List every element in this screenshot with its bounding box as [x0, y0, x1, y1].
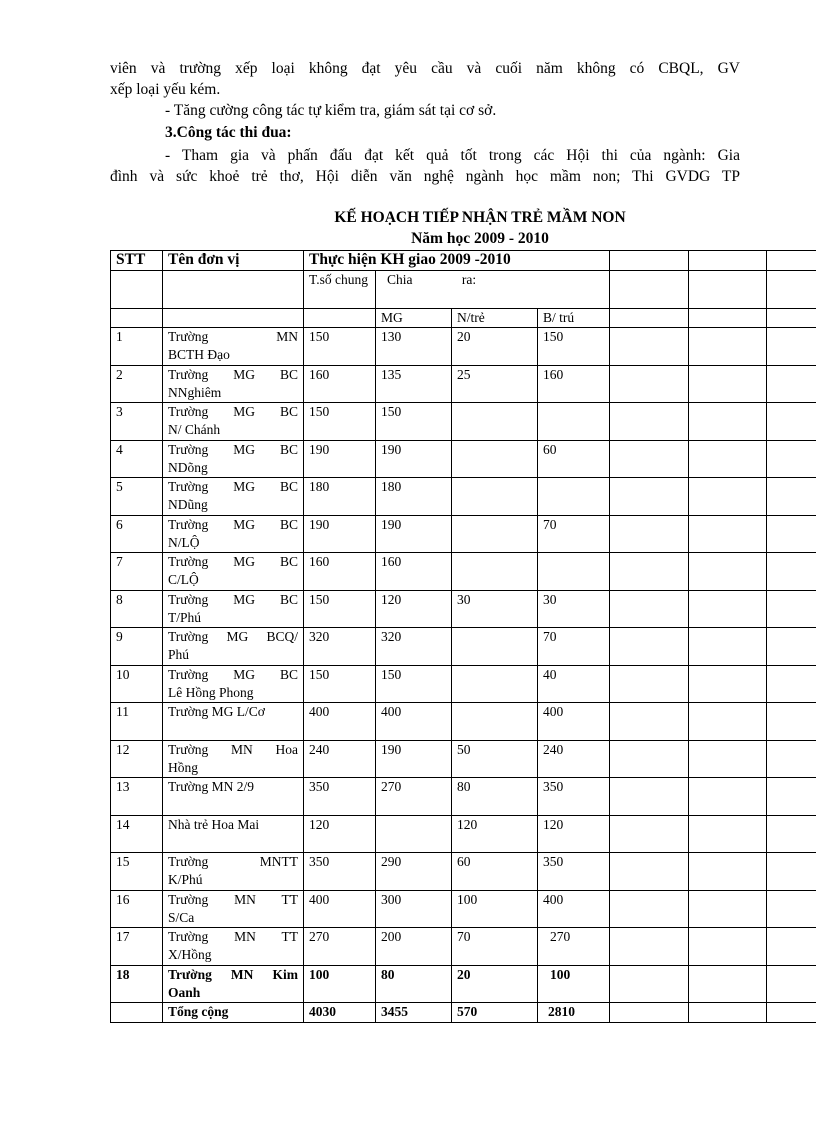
empty-cell: [689, 403, 767, 441]
cell-unit-name: [163, 515, 304, 553]
empty-cell: [610, 703, 689, 741]
table-row: [111, 553, 816, 591]
table-row: [111, 365, 816, 403]
cell-stt: 7: [111, 553, 163, 591]
empty-cell: [689, 440, 767, 478]
cell-unit-name: [163, 778, 304, 816]
table-total-row: [111, 1003, 816, 1023]
empty-cell: [767, 853, 816, 891]
cell-ntre: [452, 553, 538, 591]
unit-name-line-1: Nhà trẻ Hoa Mai: [168, 816, 260, 832]
cell-unit-name: [163, 628, 304, 666]
unit-name-line-1: Trường MG L/Cơ: [168, 704, 265, 719]
cell-btru: 70: [538, 515, 610, 553]
empty-cell: [610, 271, 689, 309]
header-plan: Thực hiện KH giao 2009 -2010: [304, 251, 610, 271]
empty-cell: [689, 251, 767, 271]
admission-plan-table: [110, 250, 816, 1023]
unit-name-line-1: Trường MG BC: [168, 554, 298, 569]
empty-cell: [610, 365, 689, 403]
cell-unit-name: [163, 365, 304, 403]
cell-ntre: [452, 665, 538, 703]
empty-cell: [304, 309, 376, 328]
empty-cell: [767, 815, 816, 853]
cell-unit-name: [163, 590, 304, 628]
unit-name-line-2: N/LỘ: [168, 534, 200, 550]
unit-name-line-1: Trường MG BC: [168, 516, 298, 532]
cell-mg: 135: [376, 365, 452, 403]
cell-unit-name: [163, 328, 304, 366]
header-btru: B/ trú: [538, 309, 610, 328]
empty-cell: [689, 328, 767, 366]
empty-cell: [689, 890, 767, 928]
empty-cell: [610, 665, 689, 703]
cell-total: 350: [304, 853, 376, 891]
cell-btru: 40: [538, 665, 610, 703]
cell-ntre: [452, 478, 538, 516]
empty-cell: [610, 478, 689, 516]
cell-mg: 190: [376, 740, 452, 778]
paragraph-line: đình và sức khoẻ trẻ thơ, Hội diễn văn nghệ ngành học mầm non; Thi GVDG TP: [110, 168, 740, 185]
table-row: [111, 703, 816, 741]
unit-name-line-1: Trường MG BC: [168, 366, 298, 382]
empty-cell: [610, 965, 689, 1003]
cell-ntre: 30: [452, 590, 538, 628]
cell-stt: 18: [111, 965, 163, 1003]
cell-stt: 9: [111, 628, 163, 666]
cell-ntre: [452, 628, 538, 666]
empty-cell: [610, 309, 689, 328]
table-subtitle: Năm học 2009 - 2010: [411, 230, 549, 247]
unit-name-line-1: Trường MG BC: [168, 479, 298, 494]
unit-name-line-2: N/ Chánh: [168, 422, 221, 437]
unit-name-line-2: NNghiêm: [168, 384, 222, 400]
table-row: [111, 515, 816, 553]
empty-cell: [689, 1003, 767, 1023]
empty-cell: [767, 478, 816, 516]
empty-cell: [767, 890, 816, 928]
header-split-b: ra:: [461, 272, 477, 287]
empty-cell: [689, 815, 767, 853]
paragraph-line: viên và trường xếp loại không đạt yêu cầu và cuối năm không có CBQL, GV: [110, 60, 740, 77]
cell-mg: 320: [376, 628, 452, 666]
cell-total: 240: [304, 740, 376, 778]
cell-btru: 150: [538, 328, 610, 366]
cell-stt: 1: [111, 328, 163, 366]
cell-mg: 270: [376, 778, 452, 816]
total-label: Tổng cộng: [163, 1003, 304, 1023]
cell-total: 120: [304, 815, 376, 853]
empty-cell: [767, 553, 816, 591]
empty-cell: [689, 665, 767, 703]
cell-stt: 15: [111, 853, 163, 891]
cell-mg: 160: [376, 553, 452, 591]
total-btru: 2810: [538, 1003, 610, 1023]
cell-total: 400: [304, 890, 376, 928]
cell-stt: 10: [111, 665, 163, 703]
empty-cell: [111, 309, 163, 328]
empty-cell: [689, 778, 767, 816]
unit-name-line-1: Trường MG BC: [168, 591, 298, 607]
empty-cell: [689, 965, 767, 1003]
empty-cell: [111, 271, 163, 309]
cell-total: 190: [304, 440, 376, 478]
cell-mg: 400: [376, 703, 452, 741]
empty-cell: [689, 478, 767, 516]
unit-name-line-2: Oanh: [168, 984, 201, 1000]
cell-mg: [376, 815, 452, 853]
empty-cell: [767, 365, 816, 403]
cell-mg: 80: [376, 965, 452, 1003]
empty-cell: [610, 628, 689, 666]
cell-ntre: 50: [452, 740, 538, 778]
empty-cell: [767, 965, 816, 1003]
cell-total: 350: [304, 778, 376, 816]
empty-cell: [689, 515, 767, 553]
empty-cell: [610, 403, 689, 441]
unit-name-line-2: Phú: [168, 647, 190, 662]
header-ntre: N/trẻ: [452, 309, 538, 328]
empty-cell: [610, 1003, 689, 1023]
cell-stt: 6: [111, 515, 163, 553]
empty-cell: [689, 628, 767, 666]
cell-mg: 150: [376, 403, 452, 441]
cell-ntre: [452, 515, 538, 553]
paragraph-line: xếp loại yếu kém.: [110, 81, 221, 98]
unit-name-line-2: K/Phú: [168, 872, 203, 887]
unit-name-line-1: Trường MNTT: [168, 854, 298, 869]
unit-name-line-2: NDõng: [168, 459, 208, 475]
cell-unit-name: [163, 665, 304, 703]
cell-btru: [538, 478, 610, 516]
cell-mg: 180: [376, 478, 452, 516]
unit-name-line-2: X/Hồng: [168, 947, 212, 962]
cell-btru: [538, 403, 610, 441]
cell-total: 320: [304, 628, 376, 666]
cell-ntre: 100: [452, 890, 538, 928]
cell-ntre: 20: [452, 965, 538, 1003]
unit-name-line-2: S/Ca: [168, 909, 195, 925]
table-row: [111, 665, 816, 703]
cell-btru: 160: [538, 365, 610, 403]
cell-total: 190: [304, 515, 376, 553]
cell-unit-name: [163, 815, 304, 853]
empty-cell: [767, 328, 816, 366]
cell-mg: 190: [376, 515, 452, 553]
cell-stt: 8: [111, 590, 163, 628]
table-row: [111, 403, 816, 441]
cell-btru: 270: [538, 928, 610, 966]
cell-mg: 290: [376, 853, 452, 891]
cell-unit-name: [163, 740, 304, 778]
cell-stt: 12: [111, 740, 163, 778]
empty-cell: [610, 515, 689, 553]
cell-mg: 300: [376, 890, 452, 928]
unit-name-line-2: Lê Hồng Phong: [168, 684, 254, 700]
table-row: [111, 590, 816, 628]
cell-btru: 120: [538, 815, 610, 853]
cell-stt: 4: [111, 440, 163, 478]
empty-cell: [689, 309, 767, 328]
empty-cell: [767, 309, 816, 328]
cell-total: 100: [304, 965, 376, 1003]
cell-total: 150: [304, 403, 376, 441]
header-total: T.số chung: [304, 271, 376, 309]
empty-cell: [689, 928, 767, 966]
section-heading: 3.Công tác thi đua:: [165, 124, 292, 141]
empty-cell: [689, 553, 767, 591]
total-total: 4030: [304, 1003, 376, 1023]
unit-name-line-1: Trường MN: [168, 329, 298, 344]
cell-mg: 130: [376, 328, 452, 366]
cell-stt: 16: [111, 890, 163, 928]
cell-unit-name: [163, 965, 304, 1003]
cell-unit-name: [163, 553, 304, 591]
empty-cell: [163, 309, 304, 328]
unit-name-line-2: NDũng: [168, 497, 208, 512]
unit-name-line-2: C/LỘ: [168, 572, 199, 587]
cell-total: 270: [304, 928, 376, 966]
header-stt: STT: [111, 251, 163, 271]
total-ntre: 570: [452, 1003, 538, 1023]
cell-ntre: 80: [452, 778, 538, 816]
empty-cell: [767, 403, 816, 441]
cell-btru: 70: [538, 628, 610, 666]
cell-ntre: 120: [452, 815, 538, 853]
empty-cell: [610, 740, 689, 778]
header-split: [376, 271, 610, 309]
cell-btru: 240: [538, 740, 610, 778]
unit-name-line-1: Trường MN TT: [168, 929, 298, 944]
empty-cell: [610, 890, 689, 928]
table-subheader-row-2: [111, 309, 816, 328]
header-unit: Tên đơn vị: [163, 251, 304, 271]
cell-btru: [538, 553, 610, 591]
table-row: [111, 328, 816, 366]
cell-ntre: [452, 703, 538, 741]
cell-ntre: 20: [452, 328, 538, 366]
empty-cell: [610, 440, 689, 478]
table-row: [111, 440, 816, 478]
cell-unit-name: [163, 440, 304, 478]
header-split-a: Chia: [387, 272, 413, 287]
cell-stt: 3: [111, 403, 163, 441]
cell-btru: 60: [538, 440, 610, 478]
cell-unit-name: [163, 890, 304, 928]
table-row: [111, 478, 816, 516]
empty-cell: [767, 628, 816, 666]
empty-cell: [111, 1003, 163, 1023]
empty-cell: [767, 515, 816, 553]
cell-mg: 150: [376, 665, 452, 703]
table-row: [111, 853, 816, 891]
cell-total: 160: [304, 365, 376, 403]
cell-ntre: [452, 440, 538, 478]
empty-cell: [610, 590, 689, 628]
cell-stt: 2: [111, 365, 163, 403]
body-paragraph-3: [110, 145, 740, 187]
unit-name-line-2: T/Phú: [168, 609, 202, 625]
cell-mg: 120: [376, 590, 452, 628]
cell-btru: 400: [538, 890, 610, 928]
cell-unit-name: [163, 478, 304, 516]
table-row: [111, 890, 816, 928]
cell-btru: 400: [538, 703, 610, 741]
unit-name-line-1: Trường MG BC: [168, 404, 298, 419]
cell-ntre: 60: [452, 853, 538, 891]
table-title: KẾ HOẠCH TIẾP NHẬN TRẺ MẦM NON: [334, 209, 626, 226]
cell-ntre: [452, 403, 538, 441]
unit-name-line-1: Trường MN TT: [168, 891, 298, 907]
empty-cell: [689, 365, 767, 403]
empty-cell: [767, 251, 816, 271]
cell-btru: 30: [538, 590, 610, 628]
cell-mg: 190: [376, 440, 452, 478]
unit-name-line-1: Trường MN Kim: [168, 966, 298, 982]
empty-cell: [767, 440, 816, 478]
empty-cell: [610, 815, 689, 853]
cell-unit-name: [163, 403, 304, 441]
cell-total: 150: [304, 665, 376, 703]
empty-cell: [689, 853, 767, 891]
cell-unit-name: [163, 853, 304, 891]
cell-stt: 13: [111, 778, 163, 816]
table-header-row: [111, 251, 816, 271]
cell-total: 150: [304, 590, 376, 628]
unit-name-line-2: Hồng: [168, 759, 198, 775]
cell-total: 180: [304, 478, 376, 516]
unit-name-line-1: Trường MG BCQ/: [168, 629, 298, 644]
cell-stt: 17: [111, 928, 163, 966]
table-row: [111, 928, 816, 966]
empty-cell: [689, 740, 767, 778]
empty-cell: [610, 778, 689, 816]
unit-name-line-1: Trường MN 2/9: [168, 779, 254, 794]
empty-cell: [767, 665, 816, 703]
empty-cell: [689, 271, 767, 309]
empty-cell: [767, 271, 816, 309]
empty-cell: [689, 703, 767, 741]
empty-cell: [610, 251, 689, 271]
cell-stt: 11: [111, 703, 163, 741]
cell-unit-name: [163, 703, 304, 741]
body-paragraph-2: - Tăng cường công tác tự kiểm tra, giám sát tại cơ sở.: [165, 102, 497, 119]
body-paragraph-1: [110, 58, 740, 100]
cell-ntre: 25: [452, 365, 538, 403]
empty-cell: [610, 553, 689, 591]
cell-total: 400: [304, 703, 376, 741]
total-mg: 3455: [376, 1003, 452, 1023]
cell-total: 160: [304, 553, 376, 591]
cell-btru: 100: [538, 965, 610, 1003]
empty-cell: [767, 778, 816, 816]
unit-name-line-1: Trường MG BC: [168, 666, 298, 682]
empty-cell: [767, 590, 816, 628]
paragraph-line: - Tham gia và phấn đấu đạt kết quả tốt trong các Hội thi của ngành: Gia: [165, 147, 740, 164]
empty-cell: [767, 703, 816, 741]
cell-ntre: 70: [452, 928, 538, 966]
table-row: [111, 740, 816, 778]
empty-cell: [767, 740, 816, 778]
empty-cell: [163, 271, 304, 309]
cell-stt: 14: [111, 815, 163, 853]
empty-cell: [610, 328, 689, 366]
cell-stt: 5: [111, 478, 163, 516]
table-row: [111, 815, 816, 853]
empty-cell: [689, 590, 767, 628]
unit-name-line-2: BCTH Đạo: [168, 347, 230, 362]
table-row: [111, 778, 816, 816]
header-mg: MG: [376, 309, 452, 328]
cell-total: 150: [304, 328, 376, 366]
table-row: [111, 965, 816, 1003]
cell-btru: 350: [538, 853, 610, 891]
empty-cell: [610, 928, 689, 966]
cell-unit-name: [163, 928, 304, 966]
empty-cell: [767, 1003, 816, 1023]
empty-cell: [610, 853, 689, 891]
cell-mg: 200: [376, 928, 452, 966]
table-row: [111, 628, 816, 666]
cell-btru: 350: [538, 778, 610, 816]
empty-cell: [767, 928, 816, 966]
unit-name-line-1: Trường MN Hoa: [168, 741, 298, 757]
table-subheader-row: [111, 271, 816, 309]
unit-name-line-1: Trường MG BC: [168, 441, 298, 457]
